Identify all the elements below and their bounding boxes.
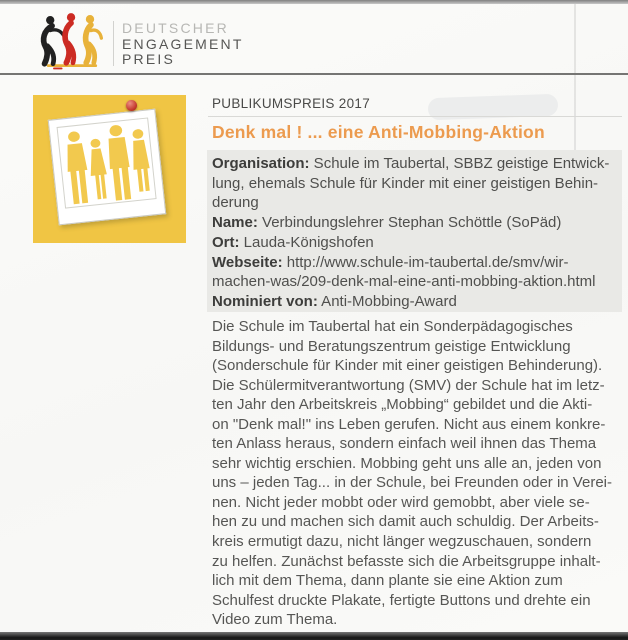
brand-wordmark (122, 21, 244, 68)
award-category: PUBLIKUMSPREIS 2017 (212, 96, 371, 111)
info-line: Nominiert von: Anti-Mobbing-Award (212, 292, 457, 310)
info-line-label: Name: (212, 214, 258, 232)
body-line: kreis ermutigt dazu, nicht länger wegzuschauen, sondern (212, 533, 592, 551)
info-block (207, 150, 622, 312)
body-line: Bildungs- und Beratungszentrum geistige Entwicklung (212, 337, 571, 355)
deutscher-engagementpreis-logo-icon (36, 11, 108, 71)
body-line: Video zum Thema. (212, 611, 338, 629)
info-line: lung, ehemals Schule für Kinder mit einer geistigen Behin- (212, 174, 599, 192)
header (0, 0, 628, 74)
body-line: Die Schülermitverantwortung (SMV) der Schule hat im letz- (212, 376, 605, 394)
polaroid-photo (48, 109, 166, 226)
four-silhouettes-icon (58, 119, 156, 208)
brand-line-preis: PREIS (122, 51, 176, 67)
page-title: Denk mal ! ... eine Anti-Mobbing-Aktion (212, 122, 545, 142)
body-text (212, 317, 624, 630)
info-line: Name: Verbindungslehrer Stephan Schöttle (SoPäd) (212, 214, 562, 232)
body-line: Schulfest druckte Plakate, fertigte Buttons und drehte ein (212, 591, 591, 609)
info-line-label: Nominiert von: (212, 292, 318, 310)
body-line: Die Schule im Taubertal hat ein Sonderpädagogisches (212, 318, 573, 335)
category-rule (208, 116, 622, 117)
scan-edge-bottom (0, 632, 628, 640)
body-line: sehr wichtig erschien. Mobbing geht uns alle an, jeden von (212, 454, 602, 472)
body-line: lich mit dem Thema, dann plante sie eine Aktion zum (212, 572, 563, 590)
body-line: on "Denk mal!" ins Leben gerufen. Nicht aus einem konkre- (212, 415, 606, 433)
info-line: Organisation: Schule im Taubertal, SBBZ geistige Entwick- (212, 155, 610, 172)
body-line: nen. Nicht jeder mobbt oder wird gemobbt, aber viele se- (212, 493, 590, 511)
body-line: hen zu und machen sich damit auch schuldig. Der Arbeits- (212, 513, 599, 531)
info-line: machen-was/209-denk-mal-eine-anti-mobbing-aktion.html (212, 273, 596, 291)
body-line: ten Jahr den Arbeitskreis „Mobbing“ gebildet und die Akti- (212, 396, 593, 414)
info-line: derung (212, 194, 259, 212)
brand-line-deutscher: DEUTSCHER (122, 20, 229, 36)
pin-icon (126, 100, 137, 111)
info-line-label: Webseite: (212, 253, 283, 271)
body-line: (Sonderschule für Kinder mit einer geistigen Behinderung). (212, 357, 603, 375)
info-line: Ort: Lauda-Königshofen (212, 233, 374, 251)
body-line: ten Anlass heraus, sondern einfach weil ihnen das Thema (212, 435, 597, 453)
info-line-label: Organisation: (212, 155, 310, 172)
people-silhouettes-image (57, 117, 157, 208)
logo-divider (113, 21, 114, 66)
body-line: uns – jeden Tag... in der Schule, bei Freunden oder in Verei- (212, 474, 612, 492)
header-rule (0, 73, 628, 75)
info-line-label: Ort: (212, 233, 240, 251)
info-line: Webseite: http://www.schule-im-taubertal.de/smv/wir- (212, 253, 569, 271)
project-image-tile (33, 95, 186, 243)
body-line: zu helfen. Zunächst befasste sich die Arbeitsgruppe inhalt- (212, 552, 601, 570)
brand-line-engagement: ENGAGEMENT (122, 35, 244, 52)
